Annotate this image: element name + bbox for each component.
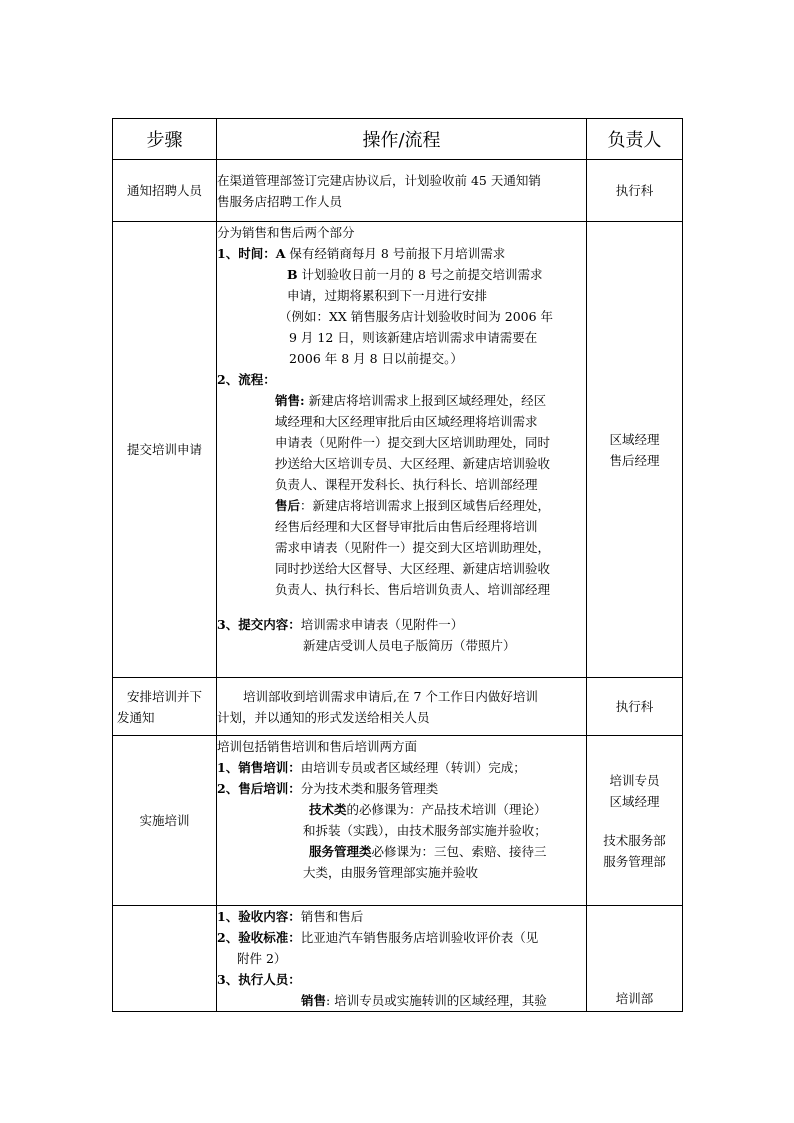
owner-arrange: 执行科 xyxy=(587,678,683,736)
acceptance-standard-cont: 附件 2） xyxy=(237,951,287,966)
after-line: 需求申请表（见附件一）提交到大区培训助理处， xyxy=(275,540,551,555)
row-implement-training xyxy=(113,736,683,906)
ops-line: 在渠道管理部签订完建店协议后，计划验收前 45 天通知销 xyxy=(217,172,541,188)
row-acceptance xyxy=(113,906,683,1012)
acceptance-standard-text: 比亚迪汽车销售服务店培训验收评价表（见 xyxy=(300,930,539,945)
acceptance-standard xyxy=(217,927,586,948)
acceptance-sales-text: : 培训专员或实施转训的区域经理，其验 xyxy=(326,993,547,1008)
sales-key: 销售: xyxy=(275,393,305,408)
acceptance-exec-label: 3、执行人员： xyxy=(217,972,301,987)
header-owner: 负责人 xyxy=(587,119,683,160)
row-notify-recruit xyxy=(113,160,683,222)
sales-line: 负责人、课程开发科长、执行科长、培训部经理 xyxy=(275,477,538,492)
sales-training-line xyxy=(217,757,586,778)
example-3: 2006 年 8 月 8 日以前提交。） xyxy=(289,351,463,366)
acceptance-content-text: 销售和售后 xyxy=(300,909,364,924)
after-line: 负责人、执行科长、售后培训负责人、培训部经理 xyxy=(275,582,551,597)
time-b-key: B xyxy=(287,267,298,282)
owner-trainer: 培训专员 xyxy=(609,772,660,788)
spacer xyxy=(217,600,586,614)
svc-text: 必修课为：三包、索赔、接待三 xyxy=(371,844,547,859)
owner-regional: 区域经理 xyxy=(609,793,660,809)
submit-1: 培训需求申请表（见附件一） xyxy=(300,617,464,632)
intro-text: 分为销售和售后两个部分 xyxy=(217,225,355,240)
time-b-cont: 申请，过期将累积到下一月进行安排 xyxy=(287,288,488,303)
after-key: 售后 xyxy=(275,498,301,513)
svc-key: 服务管理类 xyxy=(309,844,372,859)
owner-submit xyxy=(587,222,683,678)
header-ops: 操作/流程 xyxy=(217,119,587,160)
step-arrange xyxy=(113,678,217,736)
step-arrange-2: 发通知 xyxy=(117,709,155,725)
header-row xyxy=(113,119,683,160)
owner-tech-service: 技术服务部 xyxy=(603,832,666,848)
ops-arrange-1: 培训部收到培训需求申请后,在 7 个工作日内做好培训 xyxy=(243,688,538,704)
time-line-a xyxy=(217,243,586,264)
row-submit-request xyxy=(113,222,683,678)
step-submit: 提交培训申请 xyxy=(113,222,217,678)
acceptance-sales-line xyxy=(217,990,586,1011)
step-arrange-1: 安排培训并下 xyxy=(126,688,202,704)
owner-service-mgmt: 服务管理部 xyxy=(603,853,666,869)
row-arrange-training xyxy=(113,678,683,736)
time-line-b xyxy=(217,264,586,285)
sales-text: 新建店将培训需求上报到区域经理处，经区 xyxy=(304,393,547,408)
sales-line: 域经理和大区经理审批后由区域经理将培训需求 xyxy=(275,414,538,429)
time-a-text: 保有经销商每月 8 号前报下月培训需求 xyxy=(285,246,506,261)
sales-line-1 xyxy=(217,390,586,411)
process-table xyxy=(112,118,683,1012)
after-text: ：新建店将培训需求上报到区域售后经理处， xyxy=(300,498,551,513)
spacer xyxy=(587,812,682,830)
after-training-text: 分为技术类和服务管理类 xyxy=(300,781,439,796)
submit-label: 3、提交内容： xyxy=(217,617,301,632)
owner-acceptance: 培训部 xyxy=(587,906,683,1012)
ops-implement xyxy=(217,736,587,906)
sales-line: 抄送给大区培训专员、大区经理、新建店培训验收 xyxy=(275,456,551,471)
acceptance-sales-key: 销售 xyxy=(301,993,327,1008)
submit-line-1 xyxy=(217,614,586,635)
implement-intro: 培训包括销售培训和售后培训两方面 xyxy=(217,739,418,754)
svc-cont: 大类，由服务管理部实施并验收 xyxy=(303,865,479,880)
sales-line: 申请表（见附件一）提交到大区培训助理处，同时 xyxy=(275,435,551,450)
time-a-key: A xyxy=(275,246,286,261)
sales-training-label: 1、销售培训： xyxy=(217,760,301,775)
ops-notify xyxy=(217,160,587,222)
example-2: 9 月 12 日，则该新建店培训需求申请需要在 xyxy=(289,330,538,345)
tech-text: 的必修课为：产品技术培训（理论） xyxy=(346,802,547,817)
acceptance-content xyxy=(217,906,586,927)
after-training-label: 2、售后培训： xyxy=(217,781,301,796)
acceptance-content-label: 1、验收内容： xyxy=(217,909,301,924)
ops-arrange-2: 计划，并以通知的形式发送给相关人员 xyxy=(217,709,430,725)
tech-key: 技术类 xyxy=(309,802,347,817)
submit-2: 新建店受训人员电子版简历（带照片） xyxy=(303,638,516,653)
sales-training-text: 由培训专员或者区域经理（转训）完成； xyxy=(300,760,526,775)
step-notify: 通知招聘人员 xyxy=(113,160,217,222)
header-step: 步骤 xyxy=(113,119,217,160)
owner-regional-manager: 区域经理 xyxy=(609,431,660,447)
tech-cont: 和拆装（实践），由技术服务部实施并验收； xyxy=(303,823,547,838)
owner-aftersales-manager: 售后经理 xyxy=(609,452,660,468)
owner-notify: 执行科 xyxy=(587,160,683,222)
after-line: 经售后经理和大区督导审批后由售后经理将培训 xyxy=(275,519,538,534)
step-acceptance xyxy=(113,906,217,1012)
after-training-line xyxy=(217,778,586,799)
step-implement: 实施培训 xyxy=(113,736,217,906)
ops-arrange xyxy=(217,678,587,736)
example-1: （例如：XX 销售服务店计划验收时间为 2006 年 xyxy=(279,309,554,324)
ops-submit xyxy=(217,222,587,678)
ops-line: 售服务店招聘工作人员 xyxy=(217,193,343,209)
time-b-text: 计划验收日前一月的 8 号之前提交培训需求 xyxy=(297,267,543,282)
owner-implement xyxy=(587,736,683,906)
after-line-1 xyxy=(217,495,586,516)
tech-line xyxy=(217,799,586,820)
flow-label: 2、流程： xyxy=(217,372,276,387)
after-line: 同时抄送给大区督导、大区经理、新建店培训验收 xyxy=(275,561,551,576)
acceptance-standard-label: 2、验收标准： xyxy=(217,930,301,945)
svc-line xyxy=(217,841,586,862)
ops-acceptance xyxy=(217,906,587,1012)
time-label: 1、时间： xyxy=(217,246,276,261)
